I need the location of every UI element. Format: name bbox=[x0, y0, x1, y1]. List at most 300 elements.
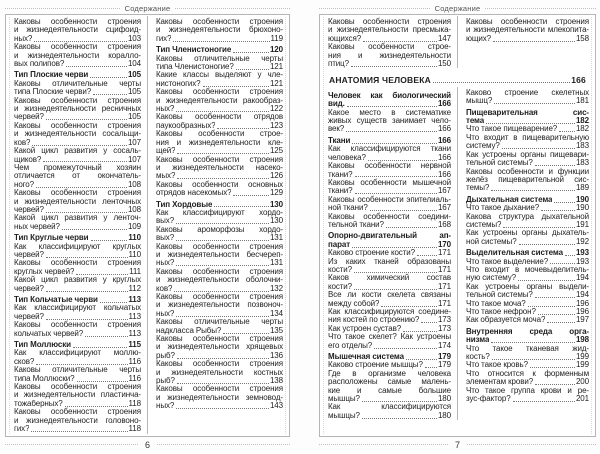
toc-entry bbox=[156, 226, 283, 243]
page-ref: 170 bbox=[437, 239, 451, 249]
dot-leader bbox=[362, 418, 437, 419]
page-ref: 138 bbox=[269, 376, 283, 386]
toc-entry bbox=[14, 349, 141, 366]
toc-heading bbox=[328, 232, 451, 249]
toc-entry-text: типа Плоские черви? bbox=[14, 88, 92, 97]
toc-entry bbox=[14, 408, 141, 433]
toc-column-band bbox=[320, 87, 595, 420]
toc-entry-text: ных? bbox=[156, 105, 175, 114]
toc-entry-line: Как классифицируют кольчатых bbox=[14, 303, 141, 313]
page-ref: 192 bbox=[575, 236, 589, 246]
page-ref: 119 bbox=[270, 33, 283, 43]
toc-entry-line: Каковы ароморфозы хордо- bbox=[156, 224, 283, 234]
toc-entry-line: Все ли кости скелета связаны bbox=[328, 290, 451, 300]
toc-entry-text: червей? bbox=[14, 312, 44, 321]
toc-entry bbox=[156, 55, 283, 72]
toc-entry-line: Каковы особенности строения bbox=[156, 154, 283, 164]
toc-column bbox=[320, 16, 457, 68]
toc-entry-text: темы? bbox=[466, 184, 490, 193]
toc-entry-line: Каковы особенности строения bbox=[14, 120, 141, 130]
toc-entry-text: мых? bbox=[156, 172, 176, 181]
page-ref: 199 bbox=[575, 360, 589, 370]
toc-entry-text: ной системы? bbox=[466, 237, 517, 246]
dot-leader bbox=[176, 408, 269, 409]
toc-entry bbox=[156, 71, 283, 88]
page-ref: 201 bbox=[575, 394, 589, 404]
dot-leader bbox=[486, 123, 575, 124]
page-ref: 167 bbox=[437, 186, 451, 196]
toc-entry-line: и жизнедеятельности позвоноч- bbox=[156, 300, 283, 310]
toc-entry bbox=[466, 151, 589, 168]
toc-entry-line: Какие классы выделяют у чле- bbox=[156, 70, 283, 80]
page-ref: 189 bbox=[575, 183, 589, 193]
toc-entry-line: Какой цикл развития у сосаль- bbox=[14, 146, 141, 156]
toc-entry-text: мышцы? bbox=[328, 395, 360, 404]
page-ref: 173 bbox=[437, 323, 451, 333]
toc-entry-text: Каково строение кости? bbox=[328, 249, 415, 258]
toc-entry-line: Пищеварительная сис- bbox=[466, 107, 589, 117]
toc-entry-line: Каковы особенности строения bbox=[14, 320, 141, 330]
toc-entry-line: Что такое тканевая жид- bbox=[466, 343, 589, 353]
dot-leader bbox=[66, 66, 127, 67]
toc-entry-text: червей? bbox=[14, 284, 44, 293]
dot-leader bbox=[519, 244, 575, 245]
page-ref: 109 bbox=[127, 221, 141, 231]
toc-entry-text: кость? bbox=[466, 353, 490, 362]
page-ref: 113 bbox=[128, 311, 141, 321]
toc-entry-line: Каковы особенности строе- bbox=[156, 129, 283, 139]
toc-entry bbox=[156, 113, 283, 130]
toc-entry-text: парат bbox=[328, 240, 351, 249]
toc-column bbox=[457, 16, 595, 68]
toc-entry-text: Тип Кольчатые черви bbox=[14, 296, 98, 304]
page-ref: 182 bbox=[575, 124, 589, 134]
page-ref: 121 bbox=[269, 78, 283, 88]
toc-entry-line: Каковы особенности мышечной bbox=[328, 177, 451, 187]
dot-leader bbox=[565, 255, 575, 256]
toc-entry bbox=[328, 213, 451, 230]
toc-entry-text: между собой? bbox=[328, 299, 380, 308]
toc-entry-line: и жизнедеятельности коралло- bbox=[14, 50, 141, 60]
page-ref: 180 bbox=[437, 394, 451, 404]
toc-entry-line: и жизнедеятельности хрящевых bbox=[156, 342, 283, 352]
page-ref: 167 bbox=[437, 203, 451, 213]
toc-entry-text: Тип Членистоногие bbox=[156, 46, 232, 55]
toc-entry-text: низма bbox=[466, 336, 490, 345]
page-ref: 126 bbox=[269, 171, 283, 181]
toc-entry-line: ния и жизнедеятельности кле- bbox=[156, 137, 283, 147]
toc-entry-text: отрядов насекомых? bbox=[156, 189, 232, 198]
toc-entry-text: ного? bbox=[14, 180, 35, 189]
toc-entry bbox=[328, 179, 451, 196]
page-ref: 196 bbox=[575, 298, 589, 308]
toc-entry-line: Каковы особенности строения bbox=[14, 188, 141, 198]
toc-entry-text: мышц? bbox=[466, 97, 493, 106]
toc-entry bbox=[14, 97, 141, 122]
toc-entry bbox=[328, 43, 451, 68]
toc-entry-text: ющих? bbox=[466, 34, 492, 43]
toc-heading bbox=[466, 109, 589, 126]
dot-leader bbox=[352, 247, 437, 248]
page-ref: 171 bbox=[437, 281, 451, 291]
toc-entry bbox=[328, 258, 451, 275]
toc-entry-line: Как классифицируются ткани bbox=[328, 144, 451, 154]
toc-entry-text: вых? bbox=[156, 234, 175, 243]
toc-entry-line: Каковы особенности строения bbox=[466, 17, 589, 26]
left-page-content bbox=[6, 16, 289, 434]
page-ref: 105 bbox=[127, 112, 141, 122]
toc-entry-line: Каковы особенности строения bbox=[14, 382, 141, 392]
toc-entry-text: Тип Моллюски bbox=[14, 341, 71, 350]
page-ref: 166 bbox=[437, 169, 451, 179]
page-ref: 107 bbox=[127, 137, 141, 147]
toc-entry-line: и жизнедеятельности оболочни- bbox=[156, 275, 283, 285]
toc-entry-line: Как классифицируют моллю- bbox=[14, 348, 141, 358]
toc-entry-text: вид. bbox=[328, 100, 345, 109]
toc-entry-text: Выделительная система bbox=[466, 249, 563, 258]
toc-entry bbox=[14, 259, 141, 276]
dot-leader bbox=[176, 240, 269, 241]
toc-entry-line: желёз пищеварительной сис- bbox=[466, 174, 589, 184]
page-ref: 115 bbox=[128, 340, 141, 350]
toc-entry bbox=[14, 214, 141, 231]
toc-entry bbox=[14, 164, 141, 189]
toc-entry-line: Каковы особенности строения bbox=[14, 258, 141, 268]
toc-entry bbox=[14, 18, 141, 43]
toc-entry-text: ной ткани? bbox=[328, 204, 368, 213]
toc-entry-line: Каковы особенности строения bbox=[14, 407, 141, 417]
toc-entry-text: мышцы? bbox=[328, 411, 360, 420]
page-ref: 150 bbox=[437, 59, 451, 69]
toc-heading bbox=[466, 249, 589, 257]
toc-entry-text: вых полипов? bbox=[14, 60, 65, 69]
dot-leader bbox=[535, 165, 575, 166]
toc-entry-line: ния и жизнедеятельности bbox=[328, 50, 451, 60]
left-page-footer bbox=[5, 437, 290, 452]
toc-entry-text: Тип Плоские черви bbox=[14, 71, 89, 80]
toc-entry-text: тельной системы? bbox=[466, 291, 533, 300]
dot-leader bbox=[62, 229, 127, 230]
toc-entry-text: паукообразных? bbox=[156, 121, 216, 130]
toc-entry-text: Что такое нефрон? bbox=[466, 308, 536, 316]
toc-entry-line: и жизнедеятельности сосальщи- bbox=[14, 129, 141, 139]
toc-entry-text: Каково строение мышцы? bbox=[328, 361, 423, 370]
dot-leader bbox=[177, 153, 268, 154]
toc-entry-text: круглых червей? bbox=[14, 267, 75, 276]
page-ref: 116 bbox=[128, 356, 141, 366]
toc-entry-line: Каковы особенности строения bbox=[156, 292, 283, 301]
toc-entry bbox=[156, 243, 283, 268]
page-ref: 168 bbox=[437, 219, 451, 229]
toc-entry bbox=[156, 209, 283, 226]
toc-entry-text: ных? bbox=[14, 34, 33, 43]
toc-entry-text: тожаберных? bbox=[14, 399, 63, 408]
page-ref: 136 bbox=[269, 350, 283, 360]
toc-entry-line: Каковы особенности отрядов bbox=[156, 112, 283, 122]
page-number: 7 bbox=[455, 439, 461, 450]
toc-entry-line: Что такое группа крови и ре- bbox=[466, 385, 589, 395]
toc-entry-text: ния костей по строению? bbox=[328, 316, 420, 325]
toc-entry-text: Тип Круглые черви bbox=[14, 234, 89, 243]
toc-entry-text: гих? bbox=[156, 34, 172, 43]
toc-entry bbox=[156, 181, 283, 198]
toc-entry-text: тельной ткани? bbox=[328, 220, 384, 229]
toc-entry-text: Что такое выделение? bbox=[466, 257, 549, 266]
page-ref: 171 bbox=[437, 264, 451, 274]
toc-entry-line: Каковы отличительные черты bbox=[156, 317, 283, 327]
page-ref: 191 bbox=[575, 219, 589, 229]
dot-leader bbox=[233, 52, 269, 53]
page-ref: 129 bbox=[269, 188, 283, 198]
toc-entry bbox=[466, 316, 589, 324]
page-ref: 122 bbox=[269, 104, 283, 114]
toc-entry-text: рыб? bbox=[156, 377, 175, 386]
left-page-frame bbox=[5, 14, 290, 437]
dot-leader bbox=[347, 106, 437, 107]
page-ref: 147 bbox=[437, 33, 451, 43]
toc-entry-line: Какой цикл развития у круглых bbox=[14, 275, 141, 285]
toc-entry-line: Каковы особенности и функции bbox=[466, 166, 589, 176]
toc-entry-text: ных червей? bbox=[14, 222, 60, 231]
page-ref: 166 bbox=[437, 135, 451, 145]
dot-leader bbox=[491, 342, 575, 343]
toc-entry bbox=[466, 18, 589, 43]
dot-leader bbox=[233, 195, 268, 196]
toc-entry-line: Человек как биологический bbox=[328, 90, 451, 100]
page-ref: 103 bbox=[127, 33, 141, 43]
toc-entry-text: сков? bbox=[14, 357, 35, 366]
dot-leader bbox=[538, 314, 575, 315]
dot-leader bbox=[85, 336, 127, 337]
toc-entry-line: Каковы особенности строения bbox=[14, 17, 141, 26]
toc-entry-text: АНАТОМИЯ ЧЕЛОВЕКА bbox=[329, 76, 431, 85]
toc-entry-text: гих? bbox=[14, 425, 30, 434]
toc-entry-line: Каковы особенности нервной bbox=[328, 161, 451, 171]
page-ref: 158 bbox=[575, 33, 589, 43]
toc-entry-text: птиц? bbox=[328, 60, 349, 69]
page-ref: 132 bbox=[269, 283, 283, 293]
toc-entry-text: Ткани bbox=[328, 136, 351, 145]
dot-leader bbox=[492, 359, 575, 360]
toc-entry-line: кие и самые большие bbox=[328, 385, 451, 395]
page-ref: 183 bbox=[575, 158, 589, 168]
toc-entry bbox=[328, 403, 451, 420]
dot-leader bbox=[374, 348, 437, 349]
toc-entry-line: Как устроены органы дыхатель- bbox=[466, 228, 589, 238]
toc-entry-line: Из каких тканей образованы bbox=[328, 256, 451, 266]
right-page-frame bbox=[319, 14, 596, 437]
toc-entry-text: тельной системы? bbox=[466, 159, 533, 168]
toc-entry-text: его отделы? bbox=[328, 341, 373, 350]
toc-entry-text: ную систему? bbox=[466, 274, 516, 283]
toc-entry-text: человека? bbox=[328, 153, 366, 162]
toc-entry-line: Каковы особенности эпителиаль- bbox=[328, 194, 451, 204]
right-page-footer bbox=[319, 437, 596, 452]
dot-leader bbox=[541, 210, 575, 211]
toc-entry bbox=[466, 387, 589, 404]
toc-entry-line: Каковы особенности строения bbox=[156, 266, 283, 276]
page-ref: 105 bbox=[127, 70, 141, 80]
dotted-rule bbox=[5, 444, 138, 445]
toc-entry bbox=[14, 321, 141, 338]
toc-entry-line: Какой цикл развития у ленточ- bbox=[14, 213, 141, 223]
page-ref: 190 bbox=[575, 203, 589, 213]
toc-entry-text: рыб? bbox=[156, 351, 175, 360]
dot-leader bbox=[406, 359, 437, 360]
toc-entry-text: ных? bbox=[156, 309, 175, 318]
toc-entry bbox=[328, 308, 451, 325]
page-ref: 197 bbox=[575, 315, 589, 325]
page-ref: 173 bbox=[437, 315, 451, 325]
toc-entry-text: элементам крови? bbox=[466, 378, 534, 387]
dot-leader bbox=[494, 103, 575, 104]
toc-entry-line: Каковы отличительные черты bbox=[14, 365, 141, 375]
toc-entry-text: ков? bbox=[156, 284, 173, 293]
toc-entry bbox=[466, 283, 589, 300]
toc-entry-text: Тип Хордовые bbox=[156, 200, 213, 209]
page-ref: 183 bbox=[575, 141, 589, 151]
toc-entry bbox=[14, 43, 141, 68]
right-page-content bbox=[320, 16, 595, 420]
toc-entry bbox=[156, 293, 283, 318]
toc-entry bbox=[14, 147, 141, 164]
toc-entry-text: тема bbox=[466, 117, 485, 126]
toc-entry-line: Какое место в систематике bbox=[328, 107, 451, 117]
dot-leader bbox=[547, 322, 575, 323]
toc-entry-text: щиков? bbox=[14, 155, 42, 164]
toc-entry-text: ткани? bbox=[328, 187, 353, 196]
toc-entry bbox=[14, 122, 141, 147]
toc-column bbox=[320, 87, 457, 420]
toc-entry bbox=[156, 88, 283, 113]
page-ref: 113 bbox=[128, 328, 141, 338]
dotted-rule bbox=[485, 8, 596, 9]
dotted-rule bbox=[157, 444, 290, 445]
page-ref: 118 bbox=[128, 398, 141, 408]
toc-heading bbox=[466, 196, 589, 204]
page-ref: 166 bbox=[437, 99, 451, 109]
toc-entry-line: живых существ занимает чело- bbox=[328, 116, 451, 126]
toc-entry-line: Каковы особенности основных bbox=[156, 179, 283, 189]
page-ref: 123 bbox=[269, 120, 283, 130]
toc-entry-line: и жизнедеятельности брюхоно- bbox=[156, 25, 283, 35]
page-ref: 111 bbox=[129, 266, 141, 276]
toc-entry bbox=[328, 162, 451, 179]
toc-entry bbox=[328, 333, 451, 350]
toc-entry-text: век? bbox=[328, 125, 345, 134]
toc-entry bbox=[156, 18, 283, 43]
dotted-rule bbox=[467, 444, 596, 445]
page-ref: 143 bbox=[269, 401, 283, 411]
toc-section-heading bbox=[329, 76, 586, 84]
toc-entry-line: Каково строение скелетных bbox=[466, 87, 589, 97]
toc-entry-text: надкласса Рыбы? bbox=[156, 326, 222, 335]
toc-entry-line: Что входит в пищеварительную bbox=[466, 132, 589, 142]
toc-entry-line: Опорно-двигательный ап- bbox=[328, 231, 451, 241]
page-ref: 130 bbox=[269, 216, 283, 226]
toc-entry-text: Что такое дыхание? bbox=[466, 204, 540, 213]
page-ref: 166 bbox=[437, 152, 451, 162]
toc-entry-line: и жизнедеятельности ленточных bbox=[14, 196, 141, 206]
toc-entry bbox=[328, 109, 451, 134]
toc-entry bbox=[466, 300, 589, 308]
page-ref: 171 bbox=[437, 248, 451, 258]
dotted-rule bbox=[175, 8, 290, 9]
toc-entry-text: типа Членистоногие? bbox=[156, 63, 234, 72]
toc-entry-line: расположены самые малень- bbox=[328, 377, 451, 387]
page-ref: 200 bbox=[575, 377, 589, 387]
toc-entry-line: Как классифицируются bbox=[328, 402, 451, 412]
toc-entry bbox=[156, 156, 283, 181]
toc-entry-line: Какова структура дыхательной bbox=[466, 211, 589, 221]
toc-entry-text: Как устроен сустав? bbox=[328, 324, 402, 333]
toc-entry-line: Каковы особенности строения bbox=[156, 384, 283, 394]
toc-entry-line: и жизнедеятельности костных bbox=[156, 367, 283, 377]
toc-entry bbox=[328, 145, 451, 162]
page-ref: 134 bbox=[269, 308, 283, 318]
toc-entry bbox=[466, 266, 589, 283]
left-page-header bbox=[5, 2, 290, 14]
toc-entry bbox=[156, 360, 283, 385]
page-ref: 125 bbox=[269, 146, 283, 156]
toc-entry-line: Внутренняя среда орга- bbox=[466, 326, 589, 336]
toc-entry-text: Что такое кровь? bbox=[466, 361, 528, 370]
toc-heading bbox=[466, 328, 589, 345]
toc-entry-text: червей? bbox=[14, 205, 44, 214]
dot-leader bbox=[173, 41, 269, 42]
toc-entry-line: Чем промежуточный хозяин bbox=[14, 162, 141, 172]
toc-entry-line: Как устроены органы выдели- bbox=[466, 281, 589, 291]
page-ref: 108 bbox=[127, 179, 141, 189]
right-page bbox=[300, 0, 600, 454]
dot-leader bbox=[370, 210, 437, 211]
toc-entry-line: Что входит в мочевыделитель- bbox=[466, 264, 589, 274]
page-ref: 110 bbox=[128, 249, 141, 259]
toc-entry-text: Что такое моча? bbox=[466, 299, 526, 308]
page-ref: 112 bbox=[128, 283, 141, 293]
toc-entry-line: Каковы особенности строения bbox=[14, 95, 141, 105]
toc-entry-line: Каковы особенности строения bbox=[14, 42, 141, 52]
toc-entry-text: кости? bbox=[328, 282, 353, 291]
page-ref: 166 bbox=[437, 124, 451, 134]
page-ref: 179 bbox=[437, 360, 451, 370]
toc-entry-line: Каков химический состав bbox=[328, 273, 451, 283]
toc-column bbox=[457, 87, 595, 420]
page-ref: 198 bbox=[575, 335, 589, 345]
running-title: Содержание bbox=[434, 3, 481, 13]
page-ref: 116 bbox=[128, 373, 141, 383]
toc-entry bbox=[14, 366, 141, 383]
page-ref: 107 bbox=[127, 154, 141, 164]
page-ref: 113 bbox=[128, 295, 141, 304]
toc-entry-text: Как образуется моча? bbox=[466, 316, 546, 325]
dot-leader bbox=[93, 94, 127, 95]
toc-entry-line: Как классифицируют хордо- bbox=[156, 207, 283, 217]
toc-entry-line: Что относится к форменным bbox=[466, 368, 589, 378]
dot-leader bbox=[46, 291, 128, 292]
toc-entry-line: Где в организме человека bbox=[328, 368, 451, 378]
dot-leader bbox=[31, 431, 127, 432]
page-ref: 118 bbox=[128, 424, 141, 434]
page-number: 6 bbox=[145, 439, 151, 450]
toc-entry-line: Что такое скелет? Как устроены bbox=[328, 332, 451, 342]
dot-leader bbox=[421, 322, 437, 323]
page-ref: 131 bbox=[269, 233, 283, 243]
dot-leader bbox=[417, 255, 437, 256]
toc-entry-line: Как классифицируются соедине- bbox=[328, 307, 451, 316]
toc-heading bbox=[328, 353, 451, 361]
toc-entry-text: ткани? bbox=[328, 170, 353, 179]
